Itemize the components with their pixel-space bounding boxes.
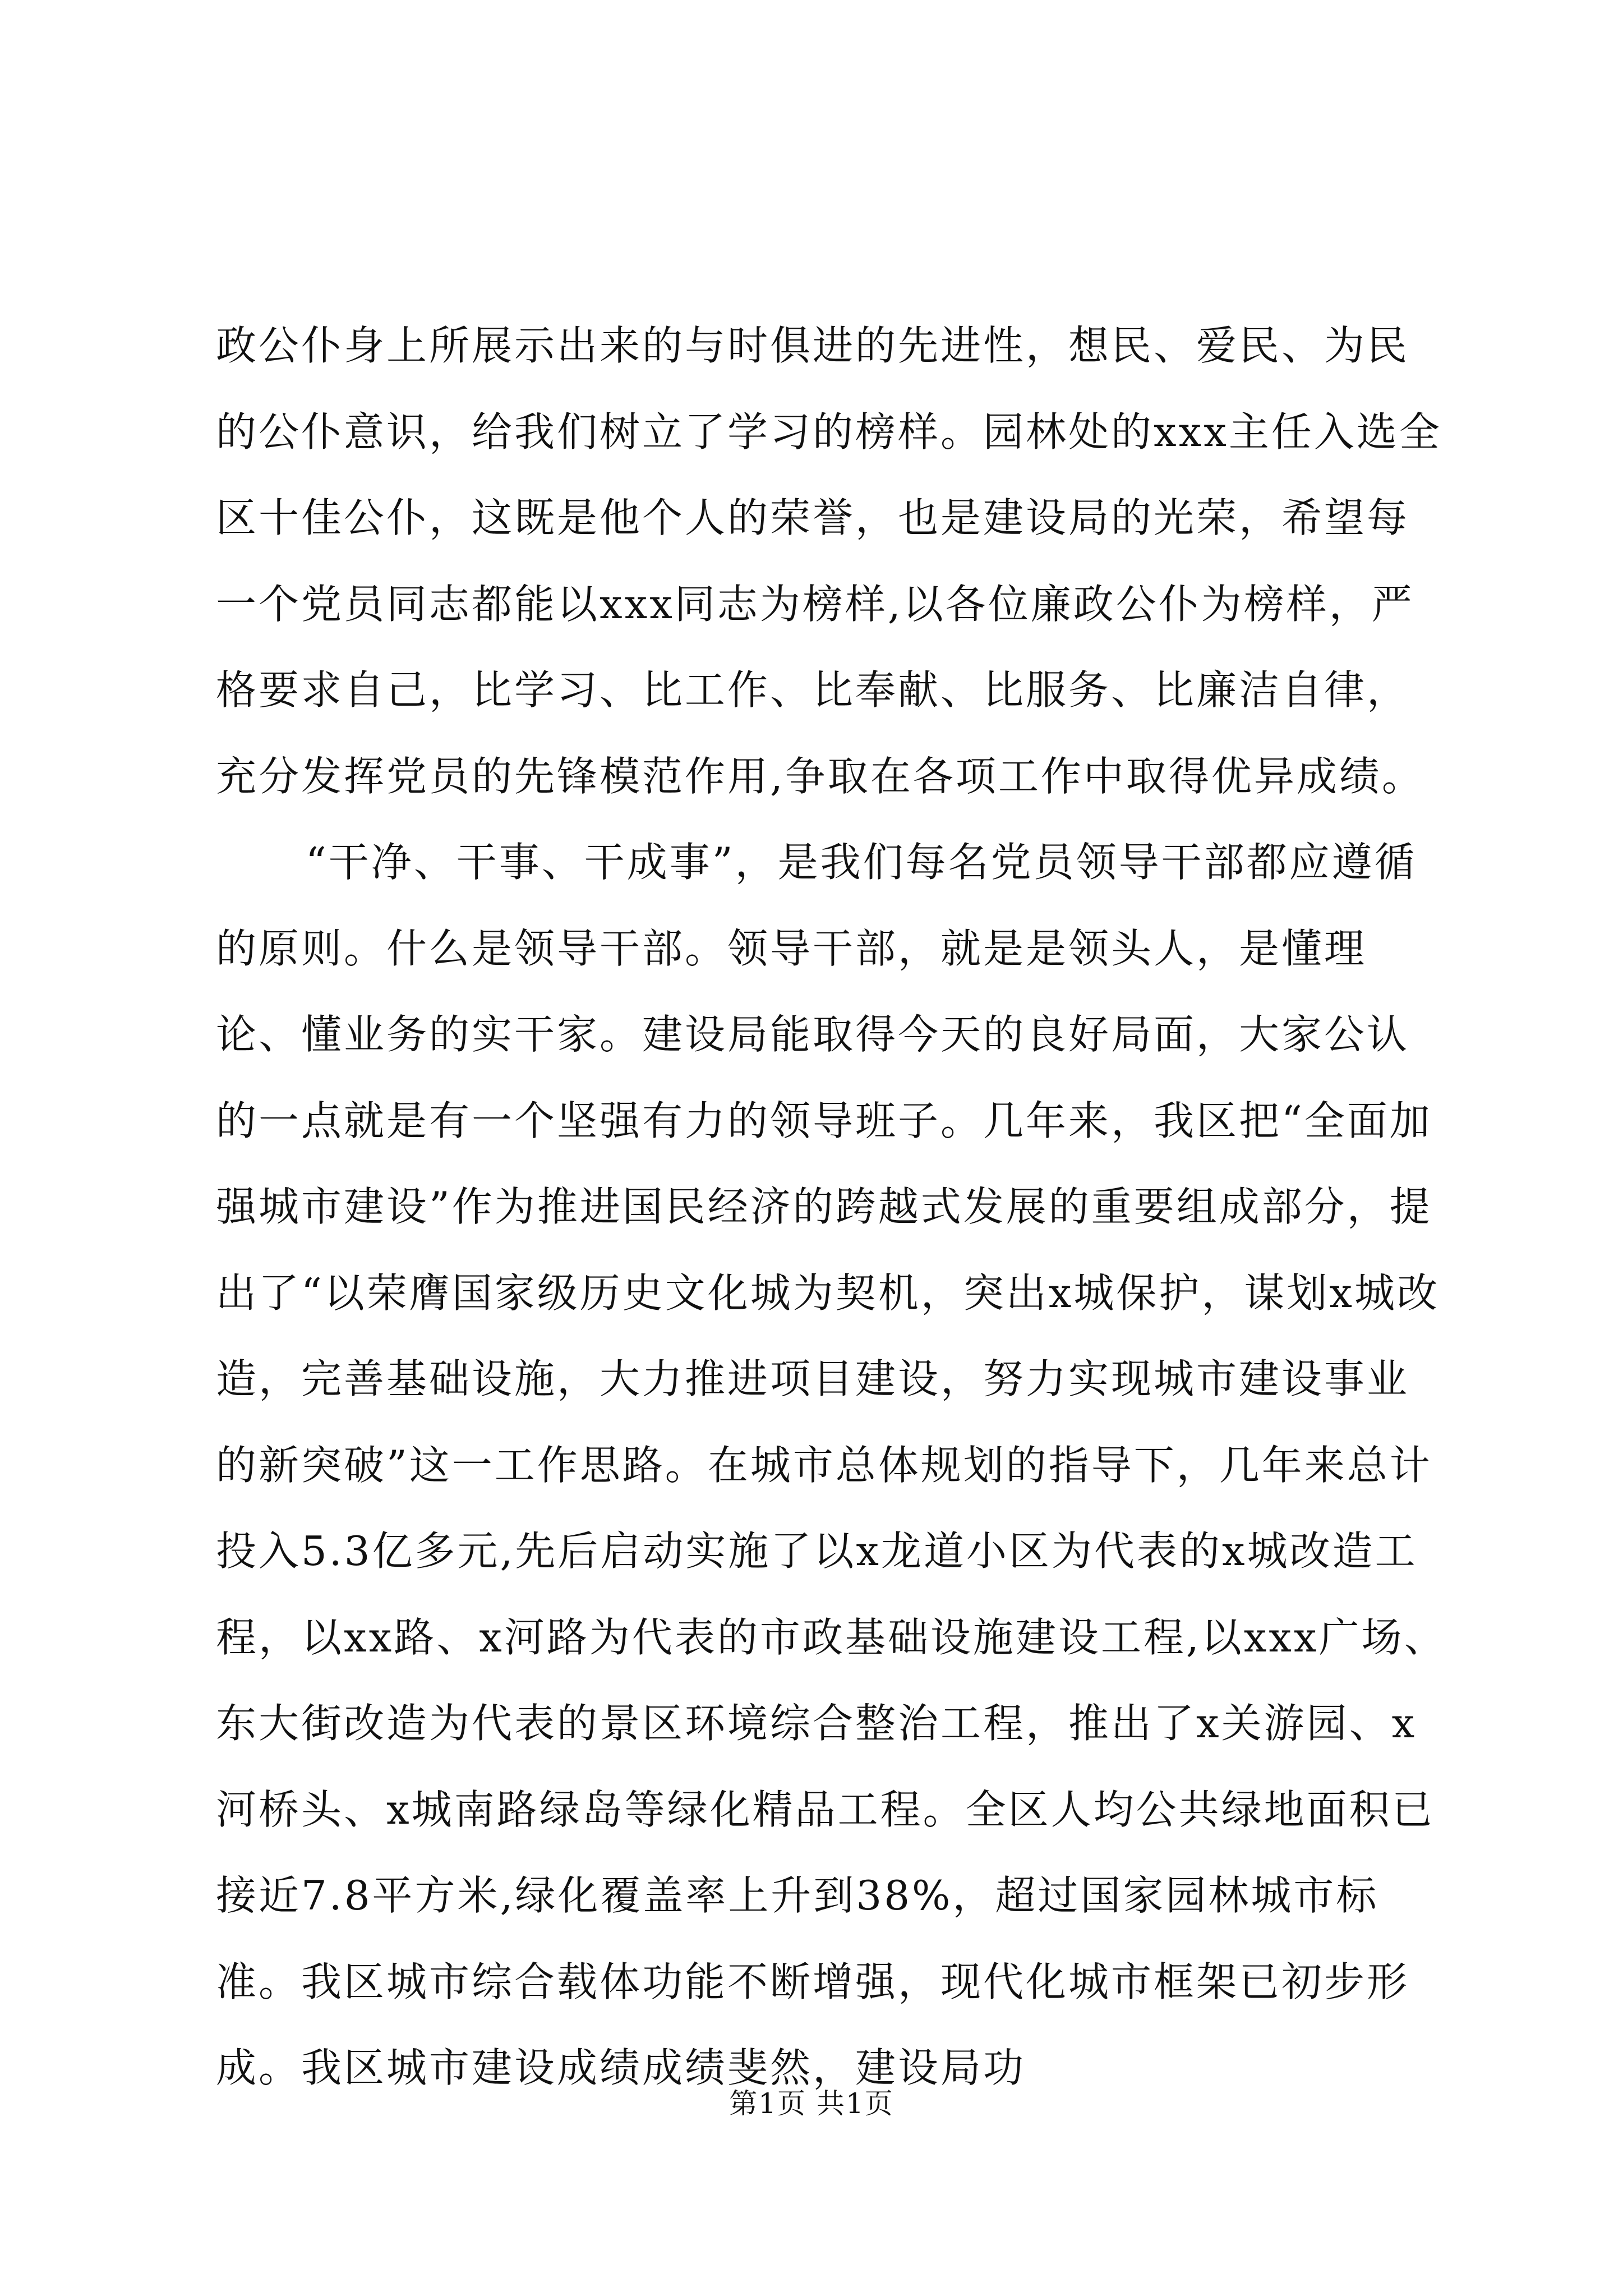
paragraph-2: “干净、干事、干成事”，是我们每名党员领导干部都应遵循的原则。什么是领导干部。领导干部，就是是领头人，是懂理论、懂业务的实干家。建设局能取得今天的良好局面，大家公认的一点就是有一个坚强有力的领导班子。几年来，我区把“全面加强城市建设”作为推进国民经济的跨越式发展的重要组成部分，提出了“以荣膺国家级历史文化城为契机，突出x城保护，谋划x城改造，完善基础设施，大力推进项目建设，努力实现城市建设事业的新突破”这一工作思路。在城市总体规划的指导下，几年来总计投入5.3亿多元,先后启动实施了以x龙道小区为代表的x城改造工程，以xx路、x河路为代表的市政基础设施建设工程,以xxx广场、东大街改造为代表的景区环境综合整治工程，推出了x关游园、x河桥头、x城南路绿岛等绿化精品工程。全区人均公共绿地面积已接近7.8平方米,绿化覆盖率上升到38%，超过国家园林城市标准。我区城市综合载体功能不断增强，现代化城市框架已初步形成。我区城市建设成绩成绩斐然，建设局功 — [216, 839, 1447, 2091]
document-body — [216, 303, 1450, 2111]
paragraph-1: 政公仆身上所展示出来的与时俱进的先进性，想民、爱民、为民的公仆意识，给我们树立了学习的榜样。园林处的xxx主任入选全区十佳公仆，这既是他个人的荣誉，也是建设局的光荣，希望每一个党员同志都能以xxx同志为榜样,以各位廉政公仆为榜样，严格要求自己，比学习、比工作、比奉献、比服务、比廉洁自律，充分发挥党员的先锋模范作用,争取在各项工作中取得优异成绩。 — [216, 322, 1442, 800]
page-footer: 第1页 共1页 — [729, 2087, 894, 2120]
